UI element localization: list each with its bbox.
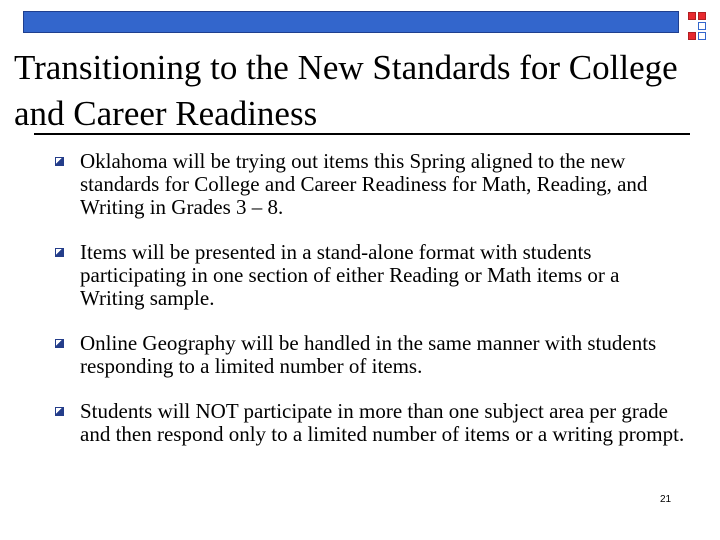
title-bar-decoration (23, 11, 679, 33)
square-bullet-icon (55, 339, 64, 348)
square-bullet-icon (55, 157, 64, 166)
bullet-item (55, 241, 685, 310)
corner-square (688, 32, 696, 40)
title-underline (34, 133, 690, 135)
corner-square (698, 22, 706, 30)
corner-square (698, 12, 706, 20)
bullet-text: Oklahoma will be trying out items this Spring aligned to the new standards for College and Career Readiness for Math, Reading, and Writing in Grades 3 – 8. (80, 149, 648, 219)
page-number: 21 (660, 494, 672, 505)
square-bullet-icon (55, 407, 64, 416)
bullet-text: Students will NOT participate in more than one subject area per grade and then respond only to a limited number of items or a writing prompt. (80, 399, 685, 446)
bullet-text: Online Geography will be handled in the same manner with students responding to a limited number of items. (80, 331, 657, 378)
slide-title: Transitioning to the New Standards for College and Career Readiness (14, 48, 678, 133)
bullet-list (55, 150, 685, 468)
bullet-item (55, 332, 685, 378)
square-bullet-icon (55, 248, 64, 257)
corner-squares-decoration (688, 12, 708, 42)
corner-square (698, 32, 706, 40)
corner-square (688, 12, 696, 20)
bullet-item (55, 150, 685, 219)
bullet-text: Items will be presented in a stand-alone format with students participating in one section of either Reading or Math items or a Writing sample. (80, 240, 620, 310)
bullet-item (55, 400, 685, 446)
